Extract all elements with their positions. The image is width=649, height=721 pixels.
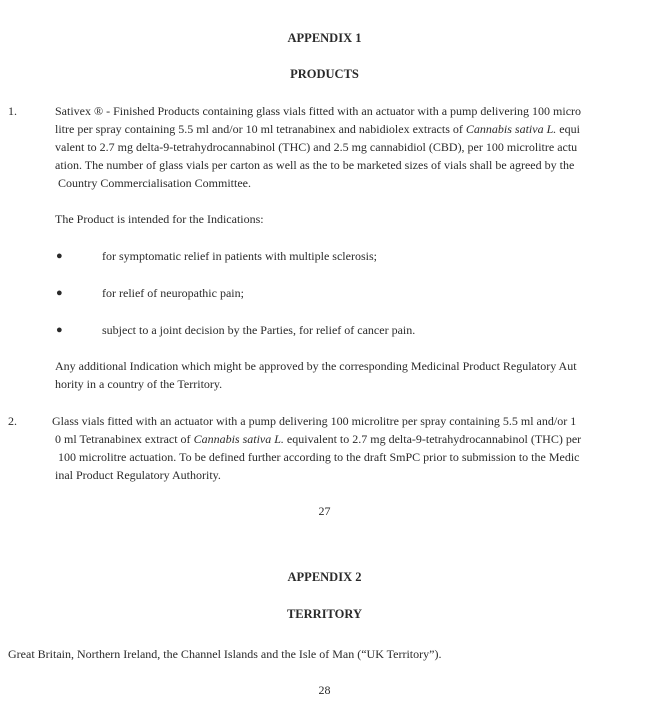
page-number: 28 bbox=[318, 683, 331, 697]
indication-item: subject to a joint decision by the Parties, for relief of cancer pain. bbox=[102, 323, 416, 337]
item-1-line: litre per spray containing 5.5 ml and/or 10 ml tetranabinex and nabidiolex extracts of Cannabis sativa L. equi bbox=[55, 122, 580, 136]
appendix-2-title: APPENDIX 2 bbox=[287, 570, 362, 584]
territory-text: Great Britain, Northern Ireland, the Channel Islands and the Isle of Man (“UK Territory”). bbox=[8, 647, 442, 661]
appendix-1-title: APPENDIX 1 bbox=[287, 31, 362, 45]
additional-indication-line: Any additional Indication which might be approved by the corresponding Medicinal Product Regulatory Aut bbox=[55, 359, 577, 373]
bullet-icon: ● bbox=[56, 250, 63, 262]
item-2-number: 2. bbox=[8, 414, 17, 428]
item-1-line: Country Commercialisation Committee. bbox=[55, 176, 251, 190]
item-2-line: Glass vials fitted with an actuator with a pump delivering 100 microlitre per spray containing 5.5 ml and/or 1 bbox=[52, 414, 577, 428]
indication-item: for symptomatic relief in patients with multiple sclerosis; bbox=[102, 249, 377, 263]
item-2-line: 0 ml Tetranabinex extract of Cannabis sativa L. equivalent to 2.7 mg delta-9-tetrahydrocannabinol (THC) per bbox=[55, 432, 582, 446]
bullet-icon: ● bbox=[56, 287, 63, 299]
item-1-number: 1. bbox=[8, 104, 17, 118]
bullet-icon: ● bbox=[56, 324, 63, 336]
appendix-1-subtitle: PRODUCTS bbox=[290, 67, 359, 81]
indication-item: for relief of neuropathic pain; bbox=[102, 286, 244, 300]
page-number: 27 bbox=[318, 504, 331, 518]
item-1-line: valent to 2.7 mg delta-9-tetrahydrocannabinol (THC) and 2.5 mg cannabidiol (CBD), per 100 microlitre actu bbox=[55, 140, 578, 154]
indications-intro: The Product is intended for the Indications: bbox=[55, 212, 264, 226]
additional-indication-line: hority in a country of the Territory. bbox=[55, 377, 223, 391]
item-2-line: inal Product Regulatory Authority. bbox=[55, 468, 221, 482]
item-1-line: ation. The number of glass vials per carton as well as the to be marketed sizes of vials shall be agreed by the bbox=[55, 158, 575, 172]
appendix-2-subtitle: TERRITORY bbox=[286, 607, 363, 621]
item-1-line: Sativex ® - Finished Products containing glass vials fitted with an actuator with a pump delivering 100 micro bbox=[55, 104, 582, 118]
item-2-line: 100 microlitre actuation. To be defined further according to the draft SmPC prior to submission to the Medic bbox=[55, 450, 580, 464]
